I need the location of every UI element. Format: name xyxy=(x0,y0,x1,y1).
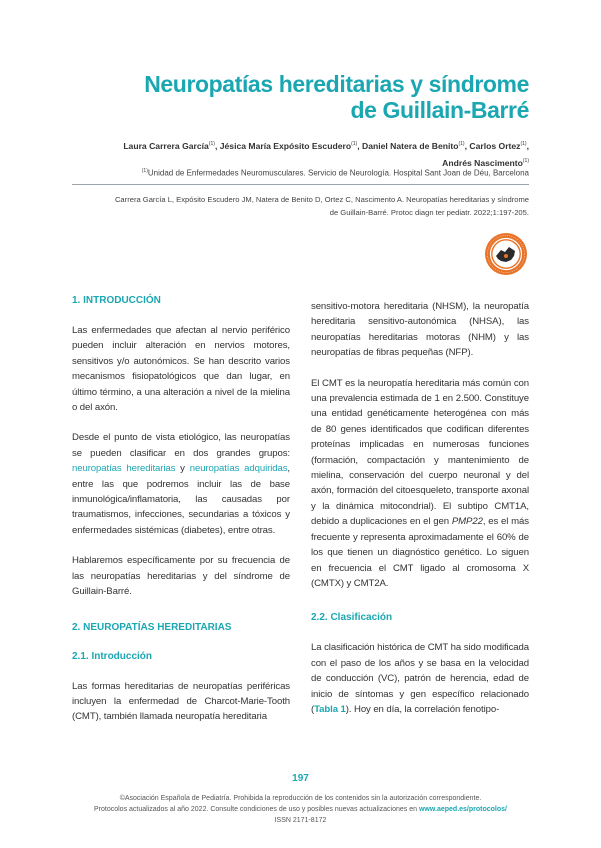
author-affiliation-mark: (1) xyxy=(522,157,529,164)
protocol-update-line xyxy=(0,804,601,815)
gene-name: PMP22 xyxy=(451,516,483,528)
link-neuropatias-hereditarias[interactable]: neuropatías hereditarias xyxy=(72,463,176,475)
article-title xyxy=(59,71,529,123)
paragraph: Las enfermedades que afectan al nervio periférico pueden incluir alteración en nervios motores, sensitivos y/o autonómicos. Se han descrito varios mecanismos fisiopatológicos que dan lugar, en último término, a una alteración a nivel de la mielina o del axón. xyxy=(72,325,290,414)
paragraph-text: y xyxy=(175,463,190,475)
paragraph-text: El CMT es la neuropatía hereditaria más común con una prevalencia estimada de 1 en 2.500. Constituye una entidad genéticamente heterogénea con más de 80 genes identificados que codifican diferentes proteínas implicadas en numerosas funciones (formación, compactación y mantenimiento de mielina, conservación del cuerpo neuronal y del axón, formación del citoesqueleto, transporte axonal y la dinámica mitocondrial). El subtipo CMT1A, debido a duplicaciones en el gen xyxy=(311,377,529,528)
author-name: Laura Carrera García xyxy=(123,140,209,151)
citation xyxy=(59,194,529,219)
paragraph xyxy=(311,640,529,717)
affiliation-mark: (1) xyxy=(141,168,148,174)
author-name: Andrés Nascimento xyxy=(442,157,523,168)
paragraph-text: , entre las que podremos incluir las de base inmunológica/inflamatoria, las causadas por traumatismos, infecciones, secundarias a tóxicos y enfermedades sistémicas (diabetes), entre otras. xyxy=(72,463,290,536)
title-line-2: de Guillain-Barré xyxy=(350,97,529,123)
affiliation xyxy=(59,166,529,179)
paragraph xyxy=(72,430,290,538)
author-affiliation-mark: (1) xyxy=(458,141,465,147)
paragraph: sensitivo-motora hereditaria (NHSM), la neuropatía hereditaria sensitivo-autonómica (NHSA), las neuropatías hereditarias motoras (NHM) y las neuropatías de fibras pequeñas (NFP). xyxy=(311,301,529,359)
author-affiliation-mark: (1) xyxy=(351,141,358,147)
citation-line-2: de Guillain-Barré. Protoc diagn ter pediatr. 2022;1:197-205. xyxy=(329,207,529,217)
author-name: Carlos Ortez xyxy=(469,140,521,151)
paragraph: Hablaremos específicamente por su frecuencia de las neuropatías hereditarias y del síndrome de Guillain-Barré. xyxy=(72,555,290,598)
paragraph xyxy=(311,376,529,592)
aep-society-seal-icon xyxy=(484,232,528,276)
title-line-1: Neuropatías hereditarias y síndrome xyxy=(144,71,529,97)
section-heading-neuropatias-hereditarias: 2. NEUROPATÍAS HEREDITARIAS xyxy=(72,621,232,633)
issn: ISSN 2171-8172 xyxy=(274,817,327,824)
author-name: Jésica María Expósito Escudero xyxy=(219,140,352,151)
author-separator: , xyxy=(214,140,220,151)
subsection-heading-clasificacion: 2.2. Clasificación xyxy=(311,612,393,624)
author-affiliation-mark: (1) xyxy=(520,141,527,147)
author-separator: , xyxy=(464,140,470,151)
author-name: Daniel Natera de Benito xyxy=(362,140,459,151)
paragraph-text: La clasificación histórica de CMT ha sido modificada con el paso de los años y se basa en la velocidad de conducción (VC), patrón de herencia, edad de inicio de síntomas y gen específico relacionado ( xyxy=(311,642,529,715)
affiliation-text: Unidad de Enfermedades Neuromusculares. Servicio de Neurología. Hospital Sant Joan de Déu, Barcelona xyxy=(147,168,529,178)
paragraph-text: , es el más frecuente y representa aproximadamente el 60% de los que tienen un diagnóstico genético. Lo siguen en frecuencia el CMT ligado al cromosoma X (CMTX) y CMT2A. xyxy=(311,516,529,589)
author-affiliation-mark: (1) xyxy=(208,141,215,147)
author-separator: , xyxy=(357,140,362,151)
paragraph-text: Desde el punto de vista etiológico, las neuropatías se pueden clasificar en dos grandes grupos: xyxy=(72,432,290,459)
link-neuropatias-adquiridas[interactable]: neuropatías adquiridas xyxy=(189,463,288,475)
author-separator: , xyxy=(526,140,529,151)
section-heading-introduccion: 1. INTRODUCCIÓN xyxy=(72,295,161,306)
paragraph-text: ). Hoy en día, la correlación fenotipo- xyxy=(345,703,500,715)
right-column xyxy=(311,299,529,717)
aeped-protocols-link[interactable]: www.aeped.es/protocolos/ xyxy=(418,806,507,813)
copyright-line: ©Asociación Española de Pediatría. Prohibida la reproducción de los contenidos sin la autorización correspondiente. xyxy=(119,795,482,802)
paragraph: Las formas hereditarias de neuropatías periféricas incluyen la enfermedad de Charcot-Marie-Tooth (CMT), también llamada neuropatía hereditaria xyxy=(72,680,290,723)
subsection-heading-introduccion: 2.1. Introducción xyxy=(72,650,153,662)
footer-text: Protocolos actualizados al año 2022. Consulte condiciones de uso y posibles nuevas actualizaciones en xyxy=(94,806,419,813)
header-divider xyxy=(72,184,529,185)
table-1-link[interactable]: Tabla 1 xyxy=(314,703,346,715)
page-number: 197 xyxy=(292,773,309,784)
authors-line-1 xyxy=(59,137,529,154)
left-column xyxy=(72,295,290,725)
citation-line-1: Carrera García L, Expósito Escudero JM, Natera de Benito D, Ortez C, Nascimento A. Neuropatías hereditarias y síndrome xyxy=(114,195,529,204)
